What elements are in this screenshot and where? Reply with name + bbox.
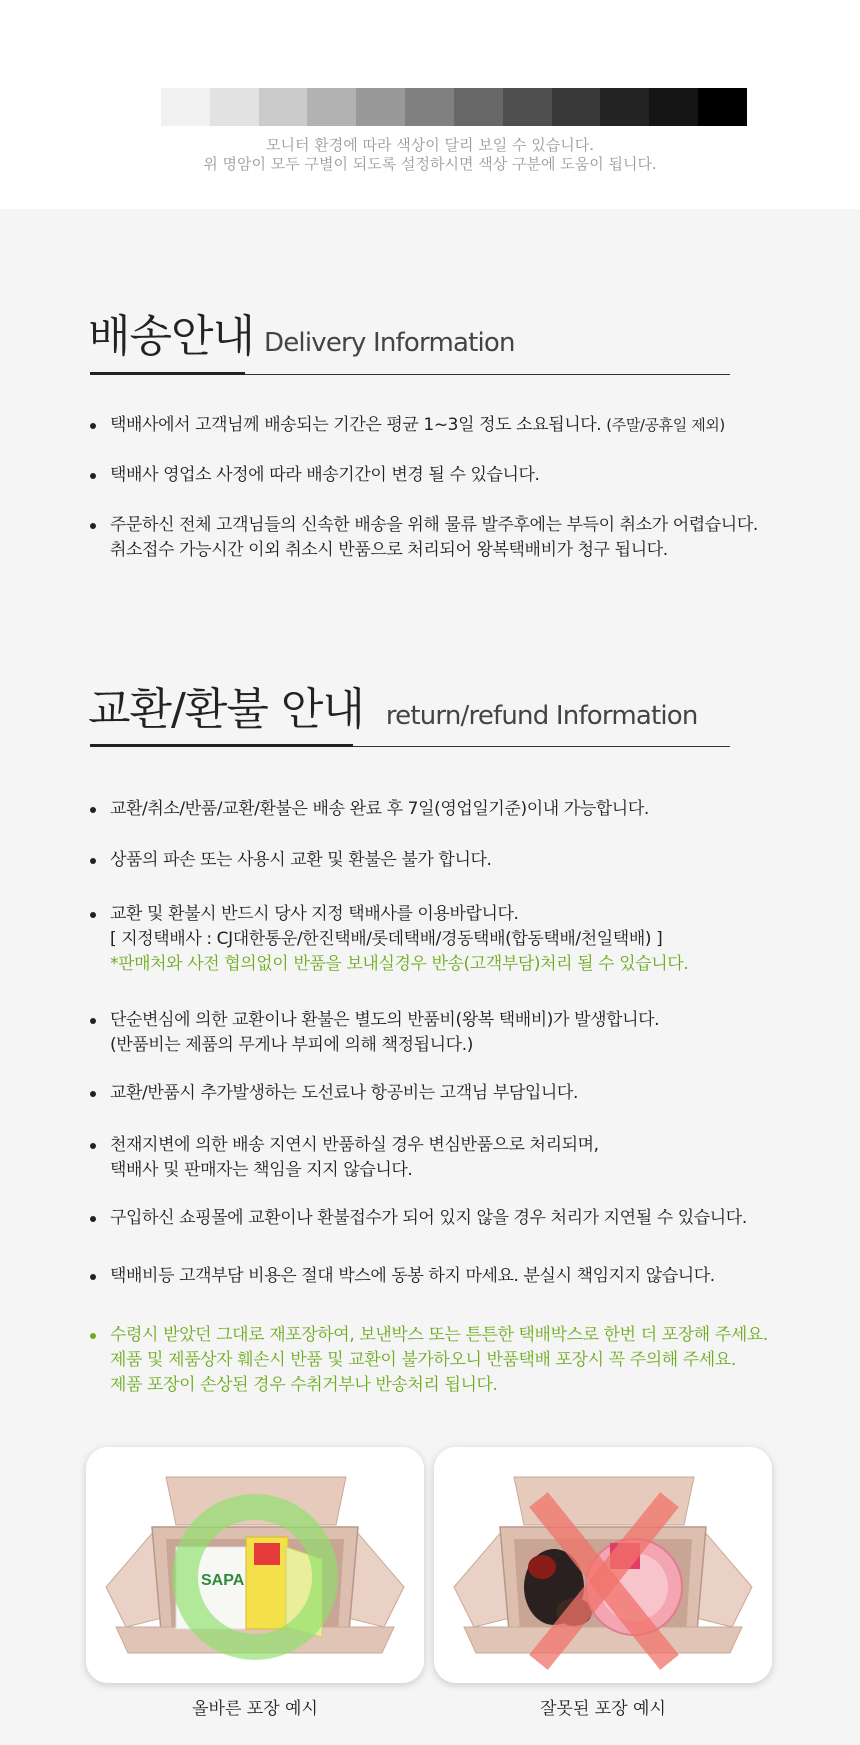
delivery-title: 배송안내: [88, 311, 255, 362]
grayscale-swatch: [112, 88, 161, 126]
bullet-icon: [90, 912, 96, 918]
bullet-icon: [90, 807, 96, 813]
delivery-divider-accent: [90, 372, 245, 375]
delivery-title-en: Delivery Information: [264, 328, 515, 358]
wrong-packing-illustration: [434, 1447, 772, 1683]
bullet-icon: [90, 1333, 96, 1339]
correct-packing-image: [86, 1447, 424, 1683]
bullet-icon: [90, 858, 96, 864]
monitor-calibration-section: [0, 0, 860, 209]
bullet-icon: [90, 473, 96, 479]
grayscale-swatch: [405, 88, 454, 126]
bullet-icon: [90, 423, 96, 429]
delivery-note: (주말/공휴일 제외): [606, 416, 725, 434]
grayscale-swatch: [698, 88, 747, 126]
bullet-icon: [90, 1216, 96, 1222]
grayscale-swatch: [600, 88, 649, 126]
correct-packing-caption: 올바른 포장 예시: [192, 1699, 318, 1719]
refund-title-en: return/refund Information: [385, 701, 698, 731]
refund-title: 교환/환불 안내: [88, 684, 364, 735]
grayscale-swatch: [503, 88, 552, 126]
monitor-note-line2: 위 명암이 모두 구별이 되도록 설정하시면 색상 구분에 도움이 됩니다.: [203, 155, 657, 173]
bullet-icon: [90, 1091, 96, 1097]
bullet-icon: [90, 1018, 96, 1024]
grayscale-strip: [112, 88, 747, 126]
monitor-note-line1: 모니터 환경에 따라 색상이 달리 보일 수 있습니다.: [266, 136, 594, 154]
bullet-icon: [90, 523, 96, 529]
refund-heading: [88, 673, 698, 737]
delivery-heading: [88, 300, 515, 364]
bullet-icon: [90, 1143, 96, 1149]
bullet-icon: [90, 1274, 96, 1280]
refund-warning: *판매처와 사전 협의없이 반품을 보내실경우 반송(고객부담)처리 될 수 있습니다.: [110, 954, 689, 974]
grayscale-swatch: [356, 88, 405, 126]
grayscale-swatch: [454, 88, 503, 126]
product-label: SAPA: [201, 1572, 245, 1589]
grayscale-swatch: [307, 88, 356, 126]
grayscale-swatch: [210, 88, 259, 126]
grayscale-swatch: [161, 88, 210, 126]
correct-packing-illustration: [86, 1447, 424, 1683]
refund-divider-accent: [90, 744, 353, 747]
grayscale-swatch: [552, 88, 601, 126]
grayscale-swatch: [259, 88, 308, 126]
monitor-note: [0, 136, 860, 174]
wrong-packing-image: [434, 1447, 772, 1683]
grayscale-swatch: [649, 88, 698, 126]
wrong-packing-caption: 잘못된 포장 예시: [540, 1699, 666, 1719]
